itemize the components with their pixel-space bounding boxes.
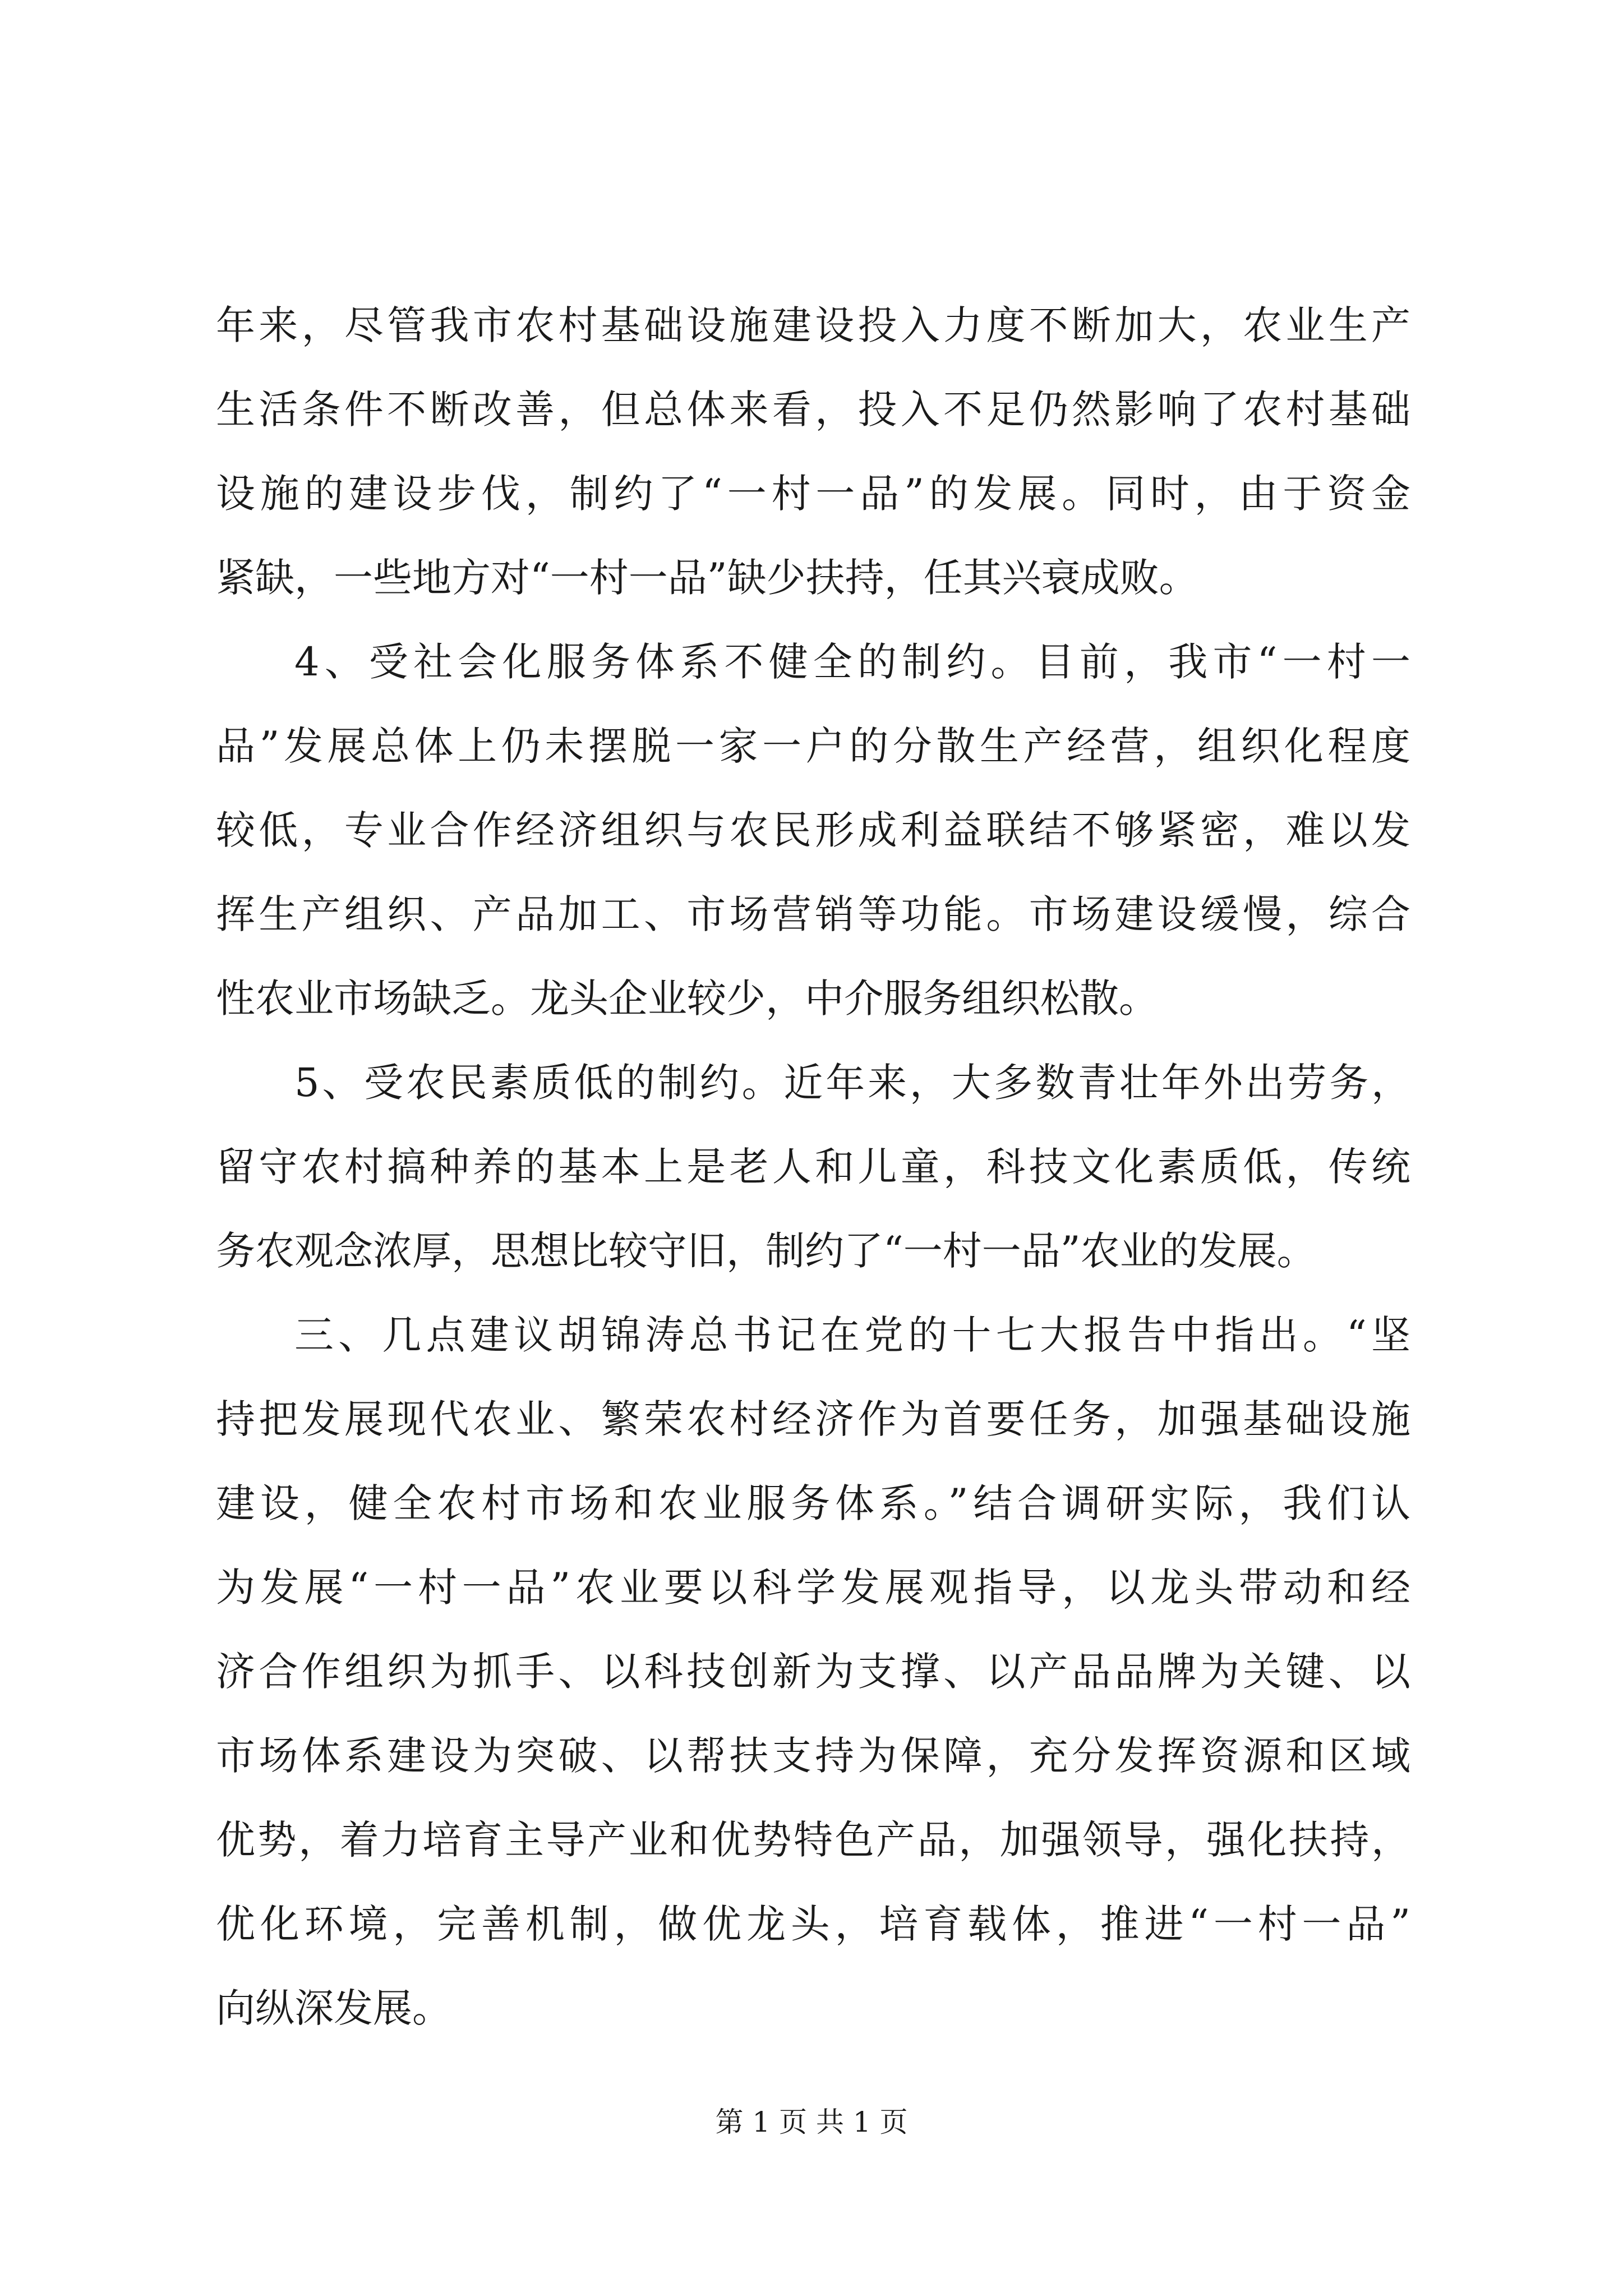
body-text — [216, 283, 1410, 2050]
text-line: 优势，着力培育主导产业和优势特色产品，加强领导，强化扶持， — [216, 1817, 1410, 1863]
text-line: 向纵深发展。 — [216, 1985, 451, 2031]
page-footer: 第 1 页 共 1 页 — [715, 2106, 908, 2138]
text-line: 性农业市场缺乏。龙头企业较少，中介服务组织松散。 — [216, 976, 1158, 1022]
text-line: 持把发展现代农业、繁荣农村经济作为首要任务，加强基础设施 — [216, 1396, 1410, 1442]
text-line: 留守农村搞种养的基本上是老人和儿童，科技文化素质低，传统 — [216, 1144, 1410, 1190]
paragraph-start-line: 三、几点建议胡锦涛总书记在党的十七大报告中指出。“坚 — [294, 1312, 1410, 1358]
paragraph-start-line: 5、受农民素质低的制约。近年来，大多数青壮年外出劳务， — [294, 1060, 1410, 1106]
text-line: 建设，健全农村市场和农业服务体系。”结合调研实际，我们认 — [216, 1480, 1410, 1526]
text-line: 较低，专业合作经济组织与农民形成利益联结不够紧密，难以发 — [216, 807, 1410, 853]
text-line: 紧缺，一些地方对“一村一品”缺少扶持，任其兴衰成败。 — [216, 555, 1198, 601]
paragraph-start-line: 4、受社会化服务体系不健全的制约。目前，我市“一村一 — [294, 639, 1410, 685]
text-line: 品”发展总体上仍未摆脱一家一户的分散生产经营，组织化程度 — [216, 723, 1410, 769]
text-line: 年来，尽管我市农村基础设施建设投入力度不断加大，农业生产 — [216, 302, 1410, 348]
text-line: 市场体系建设为突破、以帮扶支持为保障，充分发挥资源和区域 — [216, 1733, 1410, 1779]
text-line: 务农观念浓厚，思想比较守旧，制约了“一村一品”农业的发展。 — [216, 1228, 1316, 1274]
text-line: 挥生产组织、产品加工、市场营销等功能。市场建设缓慢，综合 — [216, 891, 1410, 937]
text-line: 为发展“一村一品”农业要以科学发展观指导，以龙头带动和经 — [216, 1565, 1410, 1611]
text-line: 济合作组织为抓手、以科技创新为支撑、以产品品牌为关键、以 — [216, 1649, 1410, 1695]
text-line: 优化环境，完善机制，做优龙头，培育载体，推进“一村一品” — [216, 1901, 1410, 1947]
text-line: 设施的建设步伐，制约了“一村一品”的发展。同时，由于资金 — [216, 471, 1410, 517]
text-line: 生活条件不断改善，但总体来看，投入不足仍然影响了农村基础 — [216, 386, 1410, 432]
